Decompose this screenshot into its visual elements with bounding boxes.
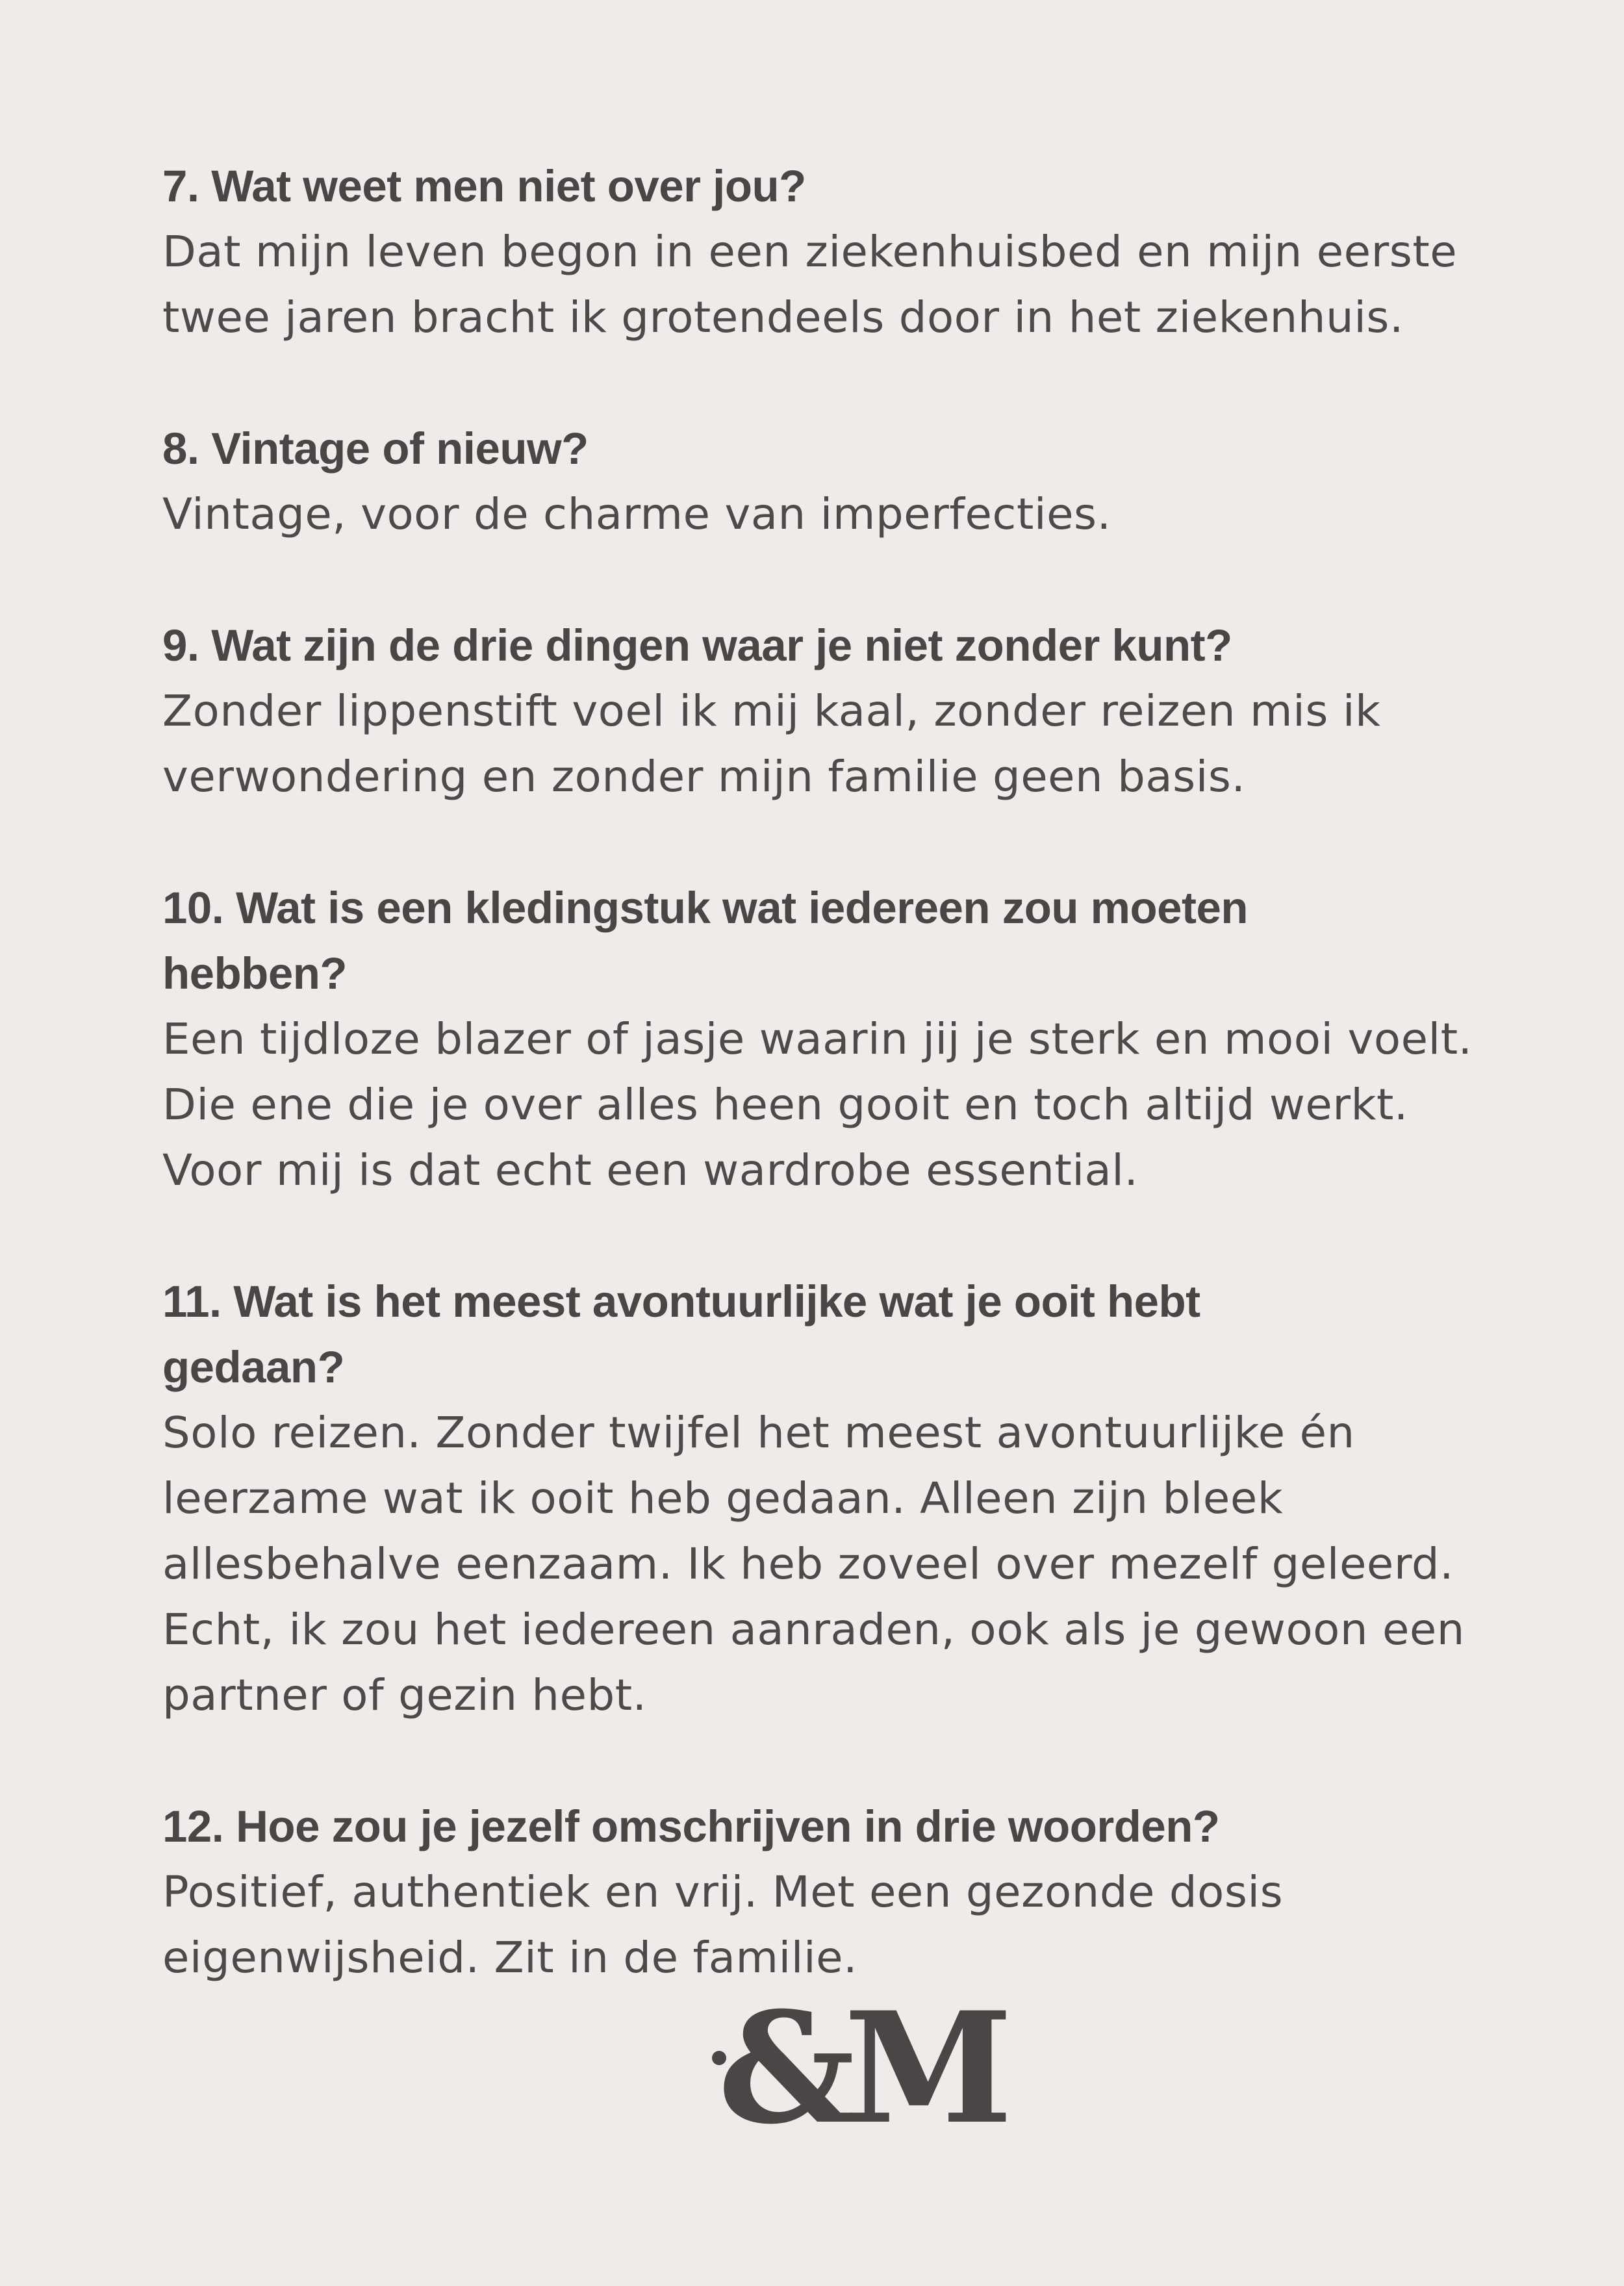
question-10-line-1: 10. Wat is een kledingstuk wat iedereen zou moeten — [162, 883, 1249, 933]
question-11-line-2: gedaan? — [162, 1342, 345, 1392]
qa-item-12 — [162, 1794, 1501, 1990]
answer-11-line-2: leerzame wat ik ooit heb gedaan. Alleen zijn bleek — [162, 1473, 1284, 1523]
question-9: 9. Wat zijn de drie dingen waar je niet zonder kunt? — [162, 620, 1232, 670]
answer-7-line-1: Dat mijn leven begon in een ziekenhuisbed en mijn eerste — [162, 227, 1458, 277]
answer-9-line-2: verwondering en zonder mijn familie geen basis. — [162, 752, 1246, 802]
answer-12-line-1: Positief, authentiek en vrij. Met een gezonde dosis — [162, 1867, 1284, 1917]
qa-item-10 — [162, 875, 1501, 1203]
qa-item-9 — [162, 613, 1501, 809]
qa-item-7 — [162, 153, 1501, 350]
qa-item-8 — [162, 416, 1501, 547]
answer-11-line-5: partner of gezin hebt. — [162, 1670, 647, 1720]
question-7: 7. Wat weet men niet over jou? — [162, 161, 806, 211]
answer-10-line-3: Voor mij is dat echt een wardrobe essential. — [162, 1145, 1139, 1195]
question-12: 12. Hoe zou je jezelf omschrijven in drie woorden? — [162, 1801, 1220, 1851]
interview-content — [162, 153, 1501, 2056]
answer-9-line-1: Zonder lippenstift voel ik mij kaal, zonder reizen mis ik — [162, 686, 1381, 736]
answer-10-line-1: Een tijdloze blazer of jasje waarin jij je sterk en mooi voelt. — [162, 1014, 1473, 1064]
answer-10-line-2: Die ene die je over alles heen gooit en toch altijd werkt. — [162, 1080, 1408, 1130]
question-8: 8. Vintage of nieuw? — [162, 424, 589, 474]
svg-text:&M: &M — [718, 1979, 1002, 2158]
answer-11-line-3: allesbehalve eenzaam. Ik heb zoveel over mezelf geleerd. — [162, 1539, 1454, 1589]
answer-12-line-2: eigenwijsheid. Zit in de familie. — [162, 1933, 858, 1983]
answer-8-line-1: Vintage, voor de charme van imperfecties. — [162, 489, 1111, 539]
question-10-line-2: hebben? — [162, 948, 347, 998]
question-11-line-1: 11. Wat is het meest avontuurlijke wat je ooit hebt — [162, 1276, 1200, 1327]
qa-item-11 — [162, 1269, 1501, 1728]
answer-7-line-2: twee jaren bracht ik grotendeels door in het ziekenhuis. — [162, 292, 1404, 342]
answer-11-line-4: Echt, ik zou het iedereen aanraden, ook als je gewoon een — [162, 1605, 1465, 1655]
logo-mark — [712, 1979, 1006, 2158]
answer-11-line-1: Solo reizen. Zonder twijfel het meest avontuurlijke én — [162, 1408, 1355, 1458]
brand-logo — [711, 1979, 1002, 2158]
